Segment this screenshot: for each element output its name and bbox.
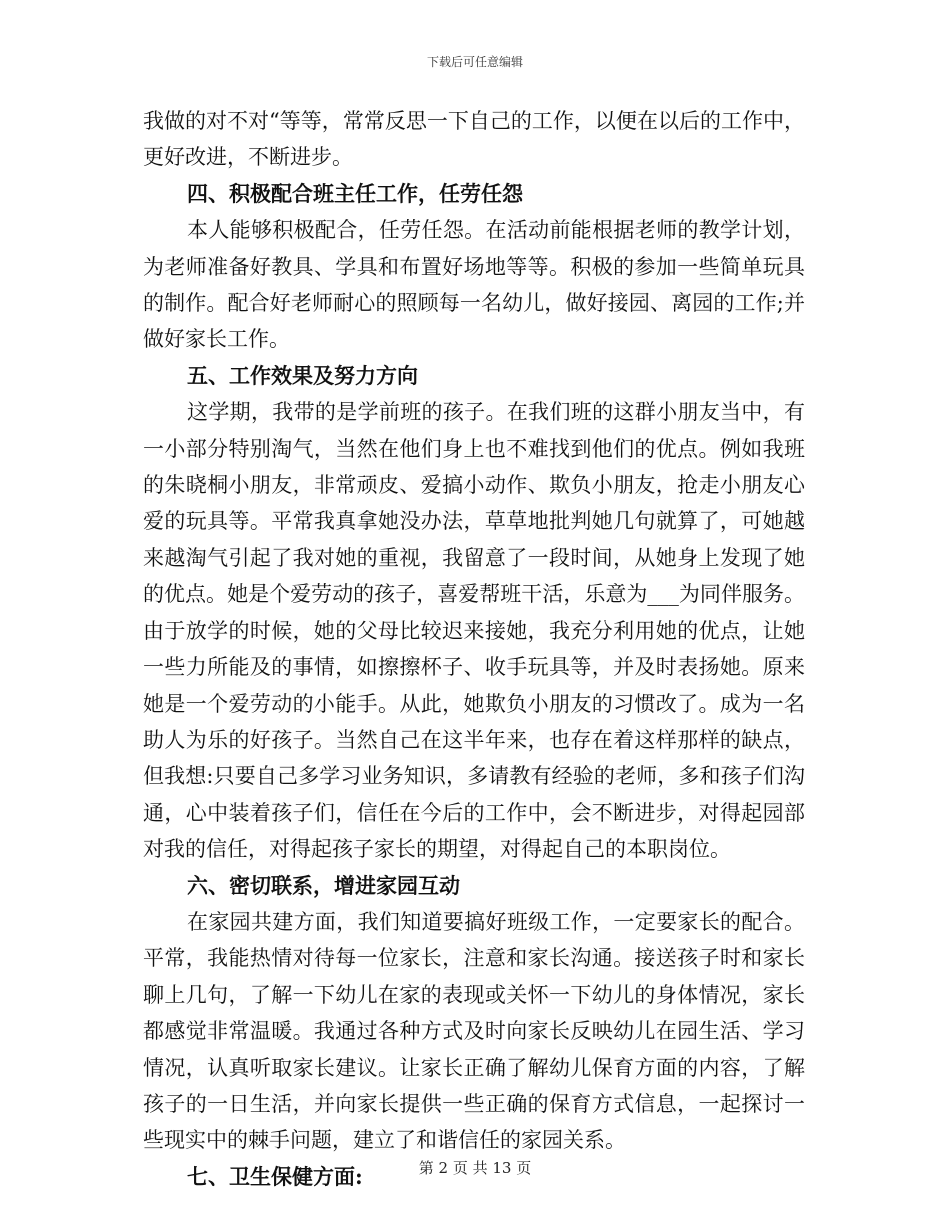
section-heading: 五、工作效果及努力方向	[187, 362, 418, 388]
paragraph: 本人能够积极配合，任劳任怨。在活动前能根据老师的教学计划，为老师准备好教具、学具和布置好场地等等。积极的参加一些简单玩具的制作。配合好老师耐心的照顾每一名幼儿，做好接园、离园的工作;并做好家长工作。	[143, 218, 805, 352]
document-body	[143, 103, 805, 1195]
page-footer: 第 2 页 共 13 页	[418, 1159, 532, 1177]
paragraph: 我做的对不对“等等，常常反思一下自己的工作，以便在以后的工作中，更好改进，不断进步。	[143, 109, 805, 170]
section-heading: 七、卫生保健方面:	[187, 1163, 363, 1189]
section-heading: 四、积极配合班主任工作，任劳任怨	[187, 180, 523, 206]
page-header: 下载后可任意编辑	[426, 55, 523, 69]
paragraph: 这学期，我带的是学前班的孩子。在我们班的这群小朋友当中，有一小部分特别淘气，当然在他们身上也不难找到他们的优点。例如我班的朱晓桐小朋友，非常顽皮、爱搞小动作、欺负小朋友，抢走小朋友心爱的玩具等。平常我真拿她没办法，草草地批判她几句就算了，可她越来越淘气引起了我对她的重视，我留意了一段时间，从她身上发现了她的优点。她是个爱劳动的孩子，喜爱帮班干活，乐意为___为同伴服务。由于放学的时候，她的父母比较迟来接她，我充分利用她的优点，让她一些力所能及的事情，如擦擦杯子、收手玩具等，并及时表扬她。原来她是一个爱劳动的小能手。从此，她欺负小朋友的习惯改了。成为一名助人为乐的好孩子。当然自己在这半年来，也存在着这样那样的缺点，但我想:只要自己多学习业务知识，多请教有经验的老师，多和孩子们沟通，心中装着孩子们，信任在今后的工作中，会不断进步，对得起园部对我的信任，对得起孩子家长的期望，对得起自己的本职岗位。	[143, 400, 805, 862]
section-heading: 六、密切联系，增进家园互动	[187, 872, 460, 898]
paragraph: 在家园共建方面，我们知道要搞好班级工作，一定要家长的配合。平常，我能热情对待每一位家长，注意和家长沟通。接送孩子时和家长聊上几句，了解一下幼儿在家的表现或关怀一下幼儿的身体情况，家长都感觉非常温暖。我通过各种方式及时向家长反映幼儿在园生活、学习情况，认真听取家长建议。让家长正确了解幼儿保育方面的内容，了解孩子的一日生活，并向家长提供一些正确的保育方式信息，一起探讨一些现实中的棘手问题，建立了和谐信任的家园关系。	[143, 909, 805, 1153]
